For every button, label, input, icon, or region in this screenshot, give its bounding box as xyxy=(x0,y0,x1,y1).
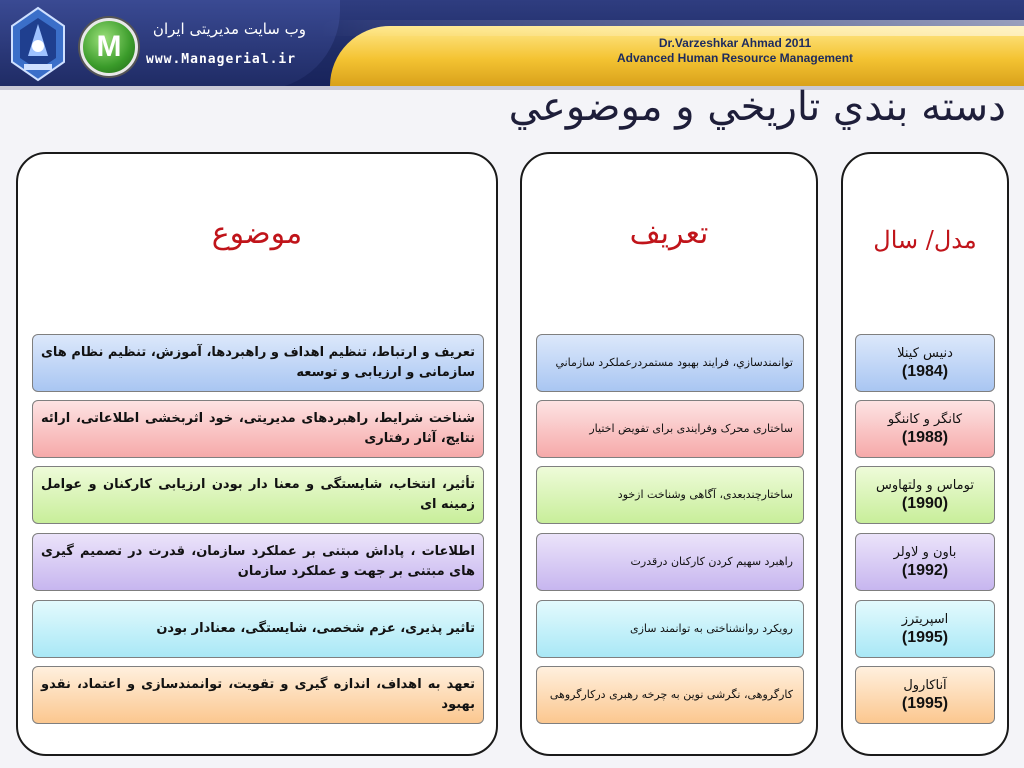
subject-text: شناخت شرایط، راهبردهای مدیریتی، خود اثربخشی اطلاعاتی، ارائه نتایج، آثار رفتاری xyxy=(41,411,475,446)
definition-row xyxy=(536,466,804,524)
site-name: وب سایت مدیریتی ایران xyxy=(152,20,306,38)
course-name: Advanced Human Resource Management xyxy=(616,51,854,65)
author-block xyxy=(600,36,870,66)
model-heading: مدل/ سال xyxy=(873,226,977,254)
subject-text: تعریف و ارتباط، تنظیم اهداف و راهبردها، آموزش، تنظیم نظام های سازمانی و ارزیابی و توسعه xyxy=(41,345,475,380)
model-year: (1984) xyxy=(901,363,949,380)
definition-row xyxy=(536,334,804,392)
model-name: توماس و ولتهاوس xyxy=(876,478,974,493)
subject-row xyxy=(32,466,484,524)
subject-text: تاثیر پذیری، عزم شخصی، شایستگی، معنادار بودن xyxy=(156,621,475,636)
model-year: (1992) xyxy=(901,562,949,579)
subject-column xyxy=(16,152,498,756)
model-row xyxy=(855,466,995,524)
author-name: Dr.Varzeshkar Ahmad 2011 xyxy=(658,36,812,50)
model-row xyxy=(855,600,995,658)
model-year: (1995) xyxy=(901,695,949,712)
logo-letter: M xyxy=(96,30,122,63)
model-name: کانگر و کاننگو xyxy=(887,412,963,427)
definition-column xyxy=(520,152,818,756)
definition-row xyxy=(536,400,804,458)
definition-text: ساختاری محرک وفرایندی برای تفویض اختیار xyxy=(589,422,793,435)
model-year: (1990) xyxy=(901,495,949,512)
subject-row xyxy=(32,400,484,458)
subject-row xyxy=(32,533,484,591)
definition-row xyxy=(536,533,804,591)
model-column xyxy=(841,152,1009,756)
definition-text: راهبرد سهیم کردن کارکنان درقدرت xyxy=(630,555,793,568)
model-row xyxy=(855,533,995,591)
slide-title: دسته بندي تاريخي و موضوعي xyxy=(508,84,1006,130)
model-name: اسپریترز xyxy=(901,612,949,627)
subject-heading: موضوع xyxy=(211,216,303,251)
subject-text: اطلاعات ، پاداش مبتنی بر عملکرد سازمان، قدرت در تصمیم گیری های مبتنی بر جهت و عملکرد سازمان xyxy=(41,544,475,579)
model-name: باون و لاولر xyxy=(893,545,957,560)
model-row xyxy=(855,334,995,392)
model-row xyxy=(855,400,995,458)
subject-text: تأثیر، انتخاب، شایستگی و معنا دار بودن ارزیابی کارکنان و عوامل زمینه ای xyxy=(41,477,475,512)
subject-row xyxy=(32,334,484,392)
subject-row xyxy=(32,666,484,724)
site-url[interactable]: www.Managerial.ir xyxy=(146,52,297,67)
definition-heading: تعریف xyxy=(629,216,709,251)
model-year: (1995) xyxy=(901,629,949,646)
definition-text: رویکرد روانشناختی به توانمند سازی xyxy=(630,622,793,635)
university-logo-icon xyxy=(10,6,66,82)
definition-text: کارگروهی، نگرشی نوین به چرخه رهبری درکارگروهی xyxy=(549,688,793,701)
model-name: دنیس کینلا xyxy=(897,346,953,361)
model-year: (1988) xyxy=(901,429,949,446)
model-name: آناکارول xyxy=(903,678,947,693)
definition-row xyxy=(536,666,804,724)
definition-row xyxy=(536,600,804,658)
managerial-logo-icon xyxy=(80,18,138,76)
subject-row xyxy=(32,600,484,658)
model-row xyxy=(855,666,995,724)
subject-text: تعهد به اهداف، اندازه گیری و تقویت، توانمندسازی و اعتماد، نقدو بهبود xyxy=(41,677,475,712)
slide-header xyxy=(0,0,1024,90)
definition-text: ساختارچندبعدی، آگاهی وشناخت ازخود xyxy=(617,488,793,501)
definition-text: توانمندسازي، فرايند بهبود مستمردرعملكرد سازماني xyxy=(555,356,793,369)
